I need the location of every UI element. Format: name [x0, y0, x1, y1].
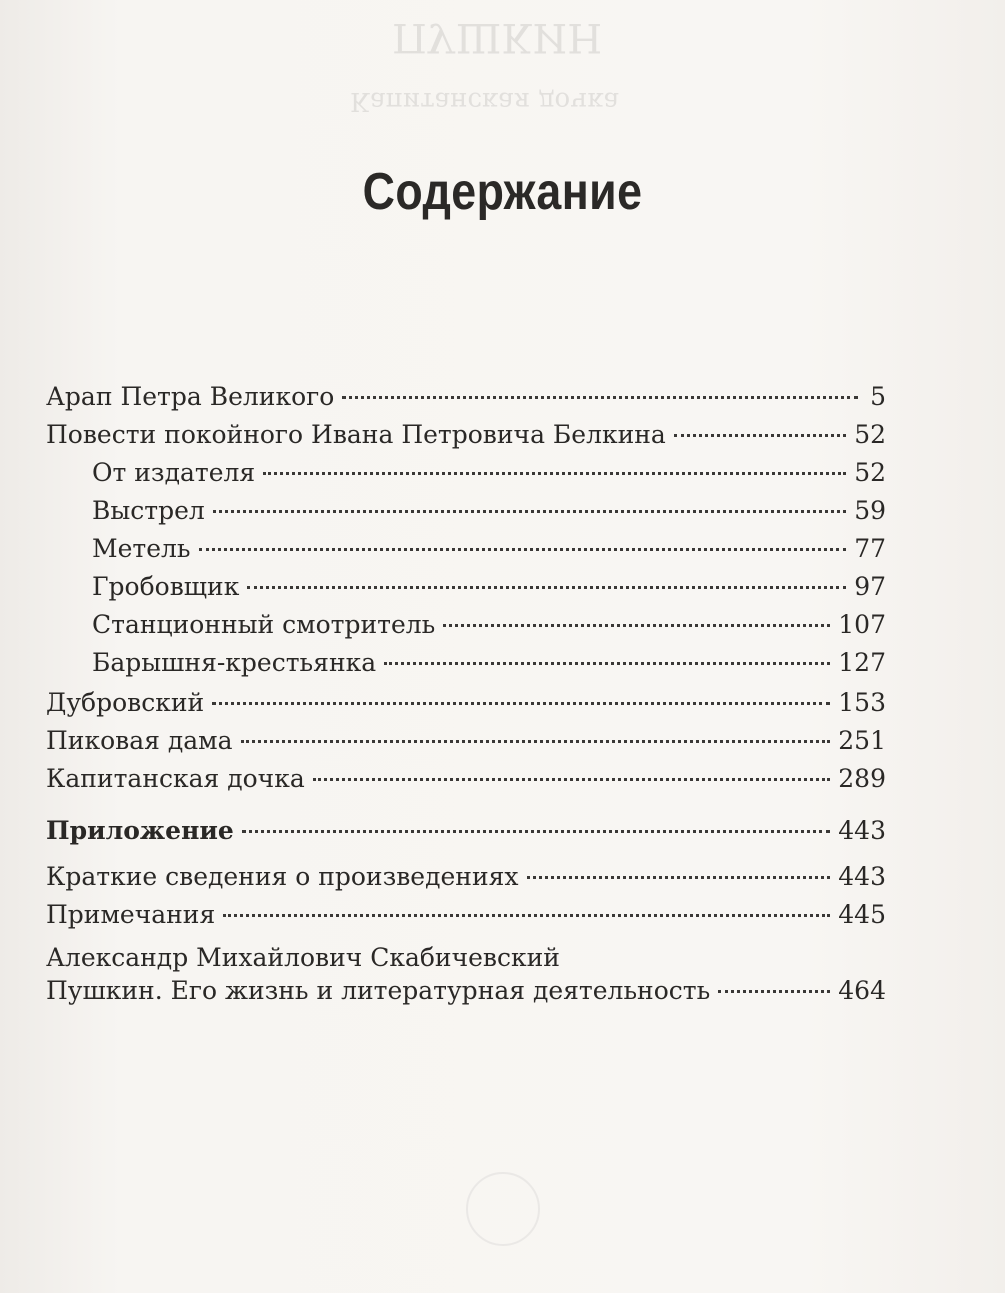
toc-entry-page-number: 153 — [838, 688, 886, 717]
toc-entry — [46, 816, 886, 852]
toc-leader-dots — [342, 396, 858, 399]
toc-leader-dots — [241, 740, 831, 743]
toc-entry — [46, 688, 886, 724]
toc-entry — [46, 382, 886, 418]
toc-entry-page-number: 5 — [870, 382, 886, 411]
toc-entry-title: Примечания — [46, 900, 216, 929]
toc-entry-page-number: 127 — [838, 648, 886, 677]
toc-entry-page-number: 445 — [838, 900, 886, 929]
toc-entry — [46, 764, 886, 800]
toc-leader-dots — [527, 876, 831, 879]
toc-leader-dots — [213, 510, 846, 513]
toc-entry-title: От издателя — [92, 458, 256, 487]
toc-leader-dots — [242, 830, 830, 833]
toc-entry-title: Станционный смотритель — [92, 610, 436, 639]
toc-leader-dots — [718, 990, 830, 993]
toc-entry — [92, 496, 886, 532]
toc-entry-title: Метель — [92, 534, 191, 563]
toc-entry-page-number: 251 — [838, 726, 886, 755]
toc-entry — [46, 862, 886, 898]
show-through-subtitle: Капитанская дочка — [350, 86, 620, 116]
toc-leader-dots — [223, 914, 830, 917]
toc-leader-dots — [212, 702, 830, 705]
toc-entry-page-number: 59 — [854, 496, 886, 525]
toc-entry-page-number: 97 — [854, 572, 886, 601]
toc-entry-title: Арап Петра Великого — [46, 382, 335, 411]
toc-leader-dots — [443, 624, 830, 627]
toc-entry — [46, 420, 886, 456]
toc-entry-title: Приложение — [46, 816, 234, 845]
toc-entry-page-number: 443 — [838, 862, 886, 891]
toc-entry-page-number: 107 — [838, 610, 886, 639]
toc-leader-dots — [199, 548, 847, 551]
toc-entry-page-number: 52 — [854, 458, 886, 487]
toc-leader-dots — [263, 472, 846, 475]
toc-leader-dots — [384, 662, 830, 665]
toc-entry-title: Пиковая дама — [46, 726, 233, 755]
toc-entry — [46, 976, 886, 1012]
toc-author-line: Александр Михайлович Скабичевский — [46, 943, 560, 972]
toc-entry — [92, 572, 886, 608]
toc-entry-page-number: 443 — [838, 816, 886, 845]
toc-entry-title: Капитанская дочка — [46, 764, 305, 793]
toc-entry — [92, 648, 886, 684]
page-title: Содержание — [362, 163, 643, 221]
toc-entry-title: Краткие сведения о произведениях — [46, 862, 519, 891]
toc-leader-dots — [313, 778, 831, 781]
toc-entry-title: Пушкин. Его жизнь и литературная деятельность — [46, 976, 711, 1005]
toc-entry-title: Выстрел — [92, 496, 205, 525]
toc-entry — [92, 458, 886, 494]
toc-entry — [92, 610, 886, 646]
toc-entry — [92, 534, 886, 570]
toc-entry-page-number: 77 — [854, 534, 886, 563]
toc-entry-page-number: 52 — [854, 420, 886, 449]
toc-entry-page-number: 289 — [838, 764, 886, 793]
toc-entry-title: Барышня-крестьянка — [92, 648, 377, 677]
toc-entry-title: Повести покойного Ивана Петровича Белкина — [46, 420, 666, 449]
toc-entry — [46, 900, 886, 936]
toc-leader-dots — [674, 434, 846, 437]
toc-entry-title: Гробовщик — [92, 572, 240, 601]
toc-entry-title: Дубровский — [46, 688, 205, 717]
toc-leader-dots — [247, 586, 846, 589]
show-through-header: ПУШКИН — [392, 14, 603, 60]
toc-entry-page-number: 464 — [838, 976, 886, 1005]
toc-entry — [46, 726, 886, 762]
